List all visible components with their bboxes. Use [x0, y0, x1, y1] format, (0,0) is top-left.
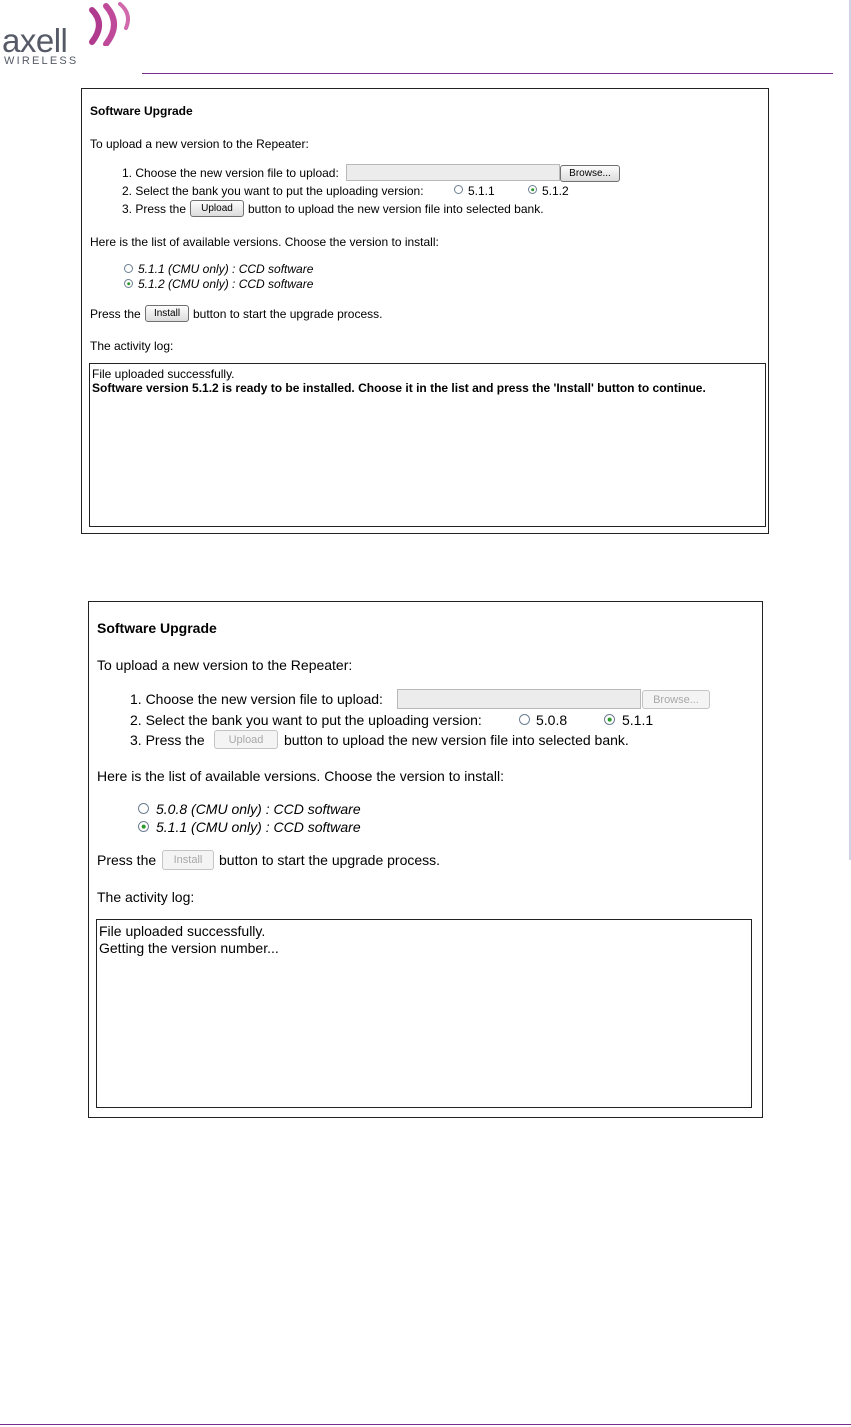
version-radio-1[interactable]	[138, 803, 149, 814]
activity-log[interactable]	[96, 919, 752, 1108]
footer-divider	[0, 1424, 851, 1425]
logo-chevron-icon	[86, 2, 134, 46]
version-radio-2[interactable]	[124, 279, 133, 288]
axell-wireless-logo	[2, 2, 142, 68]
activity-log[interactable]	[89, 363, 766, 527]
browse-button[interactable]: Browse...	[642, 690, 710, 709]
panel-title: Software Upgrade	[97, 620, 217, 636]
bank-option-1-label: 5.0.8	[536, 712, 568, 728]
version-option-2-label: 5.1.2 (CMU only) : CCD software	[138, 277, 314, 291]
bank-option-2-label: 5.1.1	[622, 712, 654, 728]
upload-button[interactable]: Upload	[190, 200, 244, 217]
install-button[interactable]: Install	[162, 850, 214, 870]
step3-prefix: 3. Press the	[130, 732, 205, 748]
software-upgrade-panel-bottom	[88, 601, 763, 1118]
step2-label: 2. Select the bank you want to put the uploading version:	[122, 184, 424, 198]
activity-log-label: The activity log:	[90, 339, 174, 353]
upload-intro: To upload a new version to the Repeater:	[97, 657, 353, 673]
panel-title: Software Upgrade	[90, 104, 193, 118]
file-path-input[interactable]	[346, 164, 560, 181]
software-upgrade-panel-top	[81, 88, 769, 534]
step2-label: 2. Select the bank you want to put the uploading version:	[130, 712, 482, 728]
log-line: File uploaded successfully.	[99, 923, 266, 939]
log-line: File uploaded successfully.	[92, 367, 235, 381]
step1-label: 1. Choose the new version file to upload:	[130, 691, 383, 707]
install-button[interactable]: Install	[145, 305, 189, 322]
install-prefix: Press the	[90, 307, 141, 321]
bank-option-2-label: 5.1.2	[542, 184, 569, 198]
log-line: Getting the version number...	[99, 939, 279, 956]
logo-wordmark: axell	[2, 22, 68, 59]
bank-radio-1[interactable]	[454, 185, 463, 194]
browse-button[interactable]: Browse...	[560, 165, 620, 182]
step3-suffix: button to upload the new version file into selected bank.	[248, 202, 544, 216]
log-line: Software version 5.1.2 is ready to be installed. Choose it in the list and press the 'Install' button to continue.	[92, 381, 706, 396]
activity-log-label: The activity log:	[97, 889, 195, 905]
logo-tagline: WIRELESS	[4, 55, 79, 67]
version-list-intro: Here is the list of available versions. Choose the version to install:	[90, 235, 439, 249]
file-path-input[interactable]	[397, 689, 641, 709]
version-list-intro: Here is the list of available versions. Choose the version to install:	[97, 768, 504, 784]
bank-radio-1[interactable]	[519, 714, 530, 725]
version-radio-1[interactable]	[124, 264, 133, 273]
bank-option-1-label: 5.1.1	[468, 184, 495, 198]
version-option-2-label: 5.1.1 (CMU only) : CCD software	[156, 819, 361, 835]
install-prefix: Press the	[97, 852, 157, 868]
version-radio-2[interactable]	[138, 821, 149, 832]
upload-button[interactable]: Upload	[214, 730, 278, 749]
upload-intro: To upload a new version to the Repeater:	[90, 137, 309, 151]
version-option-1-label: 5.0.8 (CMU only) : CCD software	[156, 801, 361, 817]
header-divider	[142, 73, 833, 74]
step3-prefix: 3. Press the	[122, 202, 187, 216]
step3-suffix: button to upload the new version file into selected bank.	[284, 732, 629, 748]
version-option-1-label: 5.1.1 (CMU only) : CCD software	[138, 262, 314, 276]
step1-label: 1. Choose the new version file to upload:	[122, 166, 339, 180]
bank-radio-2[interactable]	[604, 714, 615, 725]
install-suffix: button to start the upgrade process.	[193, 307, 383, 321]
install-suffix: button to start the upgrade process.	[219, 852, 441, 868]
bank-radio-2[interactable]	[528, 185, 537, 194]
